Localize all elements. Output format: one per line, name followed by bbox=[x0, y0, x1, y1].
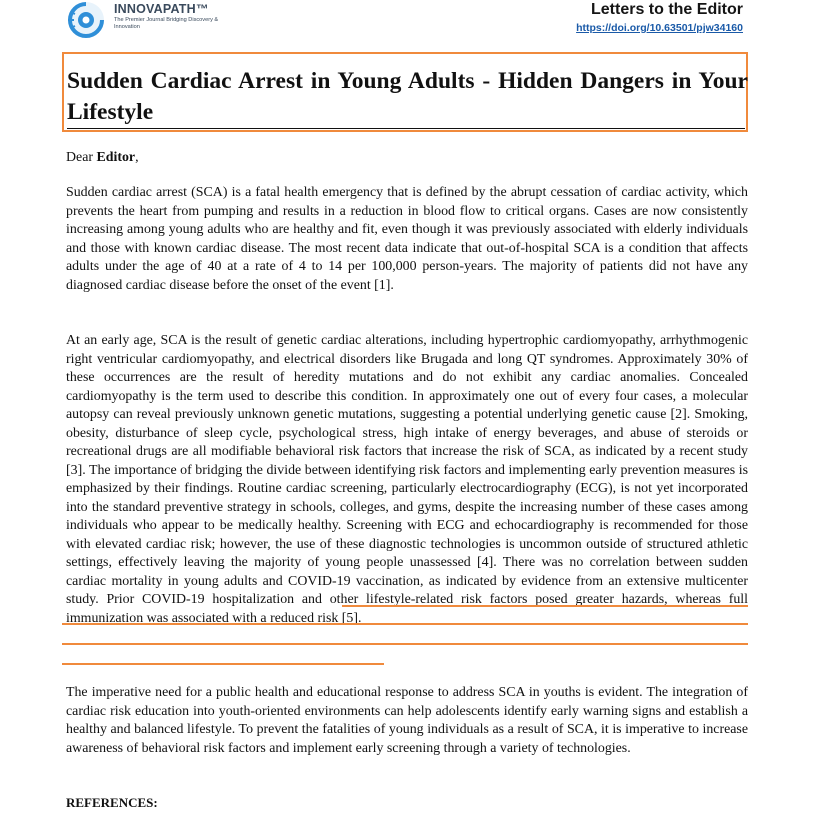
journal-logo bbox=[66, 0, 236, 40]
paragraph-conclusion: The imperative need for a public health and educational response to address SCA in youths is evident. The integration of cardiac risk education into youth-oriented environments can help adolescents identify early warning signs and establish a healthy and balanced lifestyle. To prevent the fatalities of young individuals as a result of SCA, it is imperative to increase awareness of behavioral risk factors and implement early screening through a variety of technologies. bbox=[66, 685, 748, 756]
salutation bbox=[66, 149, 748, 168]
highlight-underline bbox=[62, 663, 384, 665]
title-divider bbox=[67, 128, 745, 129]
article-section-label: Letters to the Editor bbox=[590, 1, 743, 18]
highlight-underline bbox=[342, 605, 748, 607]
logo-tagline: The Premier Journal Bridging Discovery & Innovation bbox=[114, 17, 219, 30]
salutation-name: Editor bbox=[96, 150, 136, 165]
salutation-suffix: , bbox=[135, 150, 139, 165]
highlight-underline bbox=[62, 623, 748, 625]
highlight-underline bbox=[62, 643, 748, 645]
doi-link[interactable]: https://doi.org/10.63501/pjw34160 bbox=[576, 22, 743, 34]
references-heading: REFERENCES: bbox=[66, 795, 158, 810]
paragraph-intro: Sudden cardiac arrest (SCA) is a fatal health emergency that is defined by the abrupt cessation of cardiac activity, which prevents the heart from pumping and results in a reduction in blood flow to critical organs. Cases are now consistently increasing among young adults who are healthy and fit, even though it was previously associated with elderly individuals and those with known cardiac disease. The most recent data indicate that out-of-hospital SCA is a condition that affects adults under the age of 40 at a rate of 4 to 14 per 100,000 person-years. The majority of patients did not have any diagnosed cardiac disease before the onset of the event [1]. bbox=[66, 185, 748, 293]
salutation-prefix: Dear bbox=[66, 150, 97, 165]
article-title: Sudden Cardiac Arrest in Young Adults - Hidden Dangers in Your Lifestyle bbox=[67, 68, 748, 125]
innovapath-logo-icon bbox=[66, 0, 106, 40]
paragraph-causes: At an early age, SCA is the result of genetic cardiac alterations, including hypertrophic cardiomyopathy, arrhythmogenic right ventricular cardiomyopathy, and electrical disorders like Brugada and long QT syndromes. Approximately 30% of these occurrences are the result of heredity mutations and do not exhibit any cardiac anomalies. Concealed cardiomyopathy is the term used to describe this condition. In approximately one out of every four cases, a molecular autopsy can reveal previously unknown genetic mutations, suggesting a potential underlying genetic cause [2]. Smoking, obesity, disturbance of sleep cycle, psychological stress, high intake of energy beverages, and abuse of steroids or recreational drugs are all modifiable behavioral risk factors that increase the risk of SCA, as indicated by a recent study [3]. The importance of bridging the divide between identifying risk factors and implementing early prevention measures is emphasized by their findings. Routine cardiac screening, particularly electrocardiography (ECG), is not yet incorporated into the standard preventive strategy in schools, colleges, and gyms, despite the increasing number of these cases among individuals who appear to be medically healthy. Screening with ECG and echocardiography is recommended for those with elevated cardiac risk; however, the use of these diagnostic technologies is uncommon outside of structured athletic settings, effectively leaving the majority of young people unassessed [4]. There was no correlation between sudden cardiac mortality in young adults and COVID-19 vaccination, as indicated by evidence from an extensive multicenter study. Prior COVID-19 hospitalization and other lifestyle-related risk factors posed greater hazards, whereas full immunization was associated with a reduced risk [5]. bbox=[66, 333, 748, 626]
logo-name: INNOVAPATH™ bbox=[114, 2, 209, 16]
